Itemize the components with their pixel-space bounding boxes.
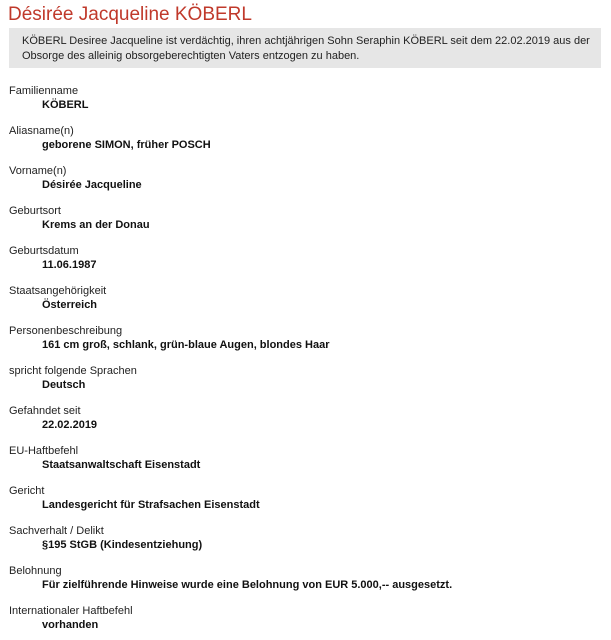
field-value-personenbeschreibung: 161 cm groß, schlank, grün-blaue Augen, blondes Haar	[42, 339, 330, 351]
field-value-familienname: KÖBERL	[42, 99, 89, 111]
field-label-vorname: Vorname(n)	[9, 165, 67, 177]
field-label-aliasname: Aliasname(n)	[9, 125, 74, 137]
field-label-internationaler-haftbefehl: Internationaler Haftbefehl	[9, 605, 133, 617]
field-value-eu-haftbefehl: Staatsanwaltschaft Eisenstadt	[42, 459, 201, 471]
page-title: Désirée Jacqueline KÖBERL	[8, 4, 252, 25]
field-value-gefahndet-seit: 22.02.2019	[42, 419, 98, 431]
field-label-geburtsort: Geburtsort	[9, 205, 61, 217]
field-label-staatsangehoerigkeit: Staatsangehörigkeit	[9, 285, 107, 297]
field-value-aliasname: geborene SIMON, früher POSCH	[42, 139, 211, 151]
case-summary: KÖBERL Desiree Jacqueline ist verdächtig, ihren achtjährigen Sohn Seraphin KÖBERL seit dem 22.02.2019 aus der Obsorge des alleinig obsorgeberechtigten Vaters entzogen zu haben.	[9, 28, 601, 68]
field-value-internationaler-haftbefehl: vorhanden	[42, 619, 99, 631]
field-value-geburtsdatum: 11.06.1987	[42, 259, 97, 271]
field-label-familienname: Familienname	[9, 85, 79, 97]
field-value-vorname: Désirée Jacqueline	[42, 179, 142, 191]
field-value-geburtsort: Krems an der Donau	[42, 219, 150, 231]
field-label-personenbeschreibung: Personenbeschreibung	[9, 325, 123, 337]
field-label-belohnung: Belohnung	[9, 565, 62, 577]
field-value-belohnung: Für zielführende Hinweise wurde eine Belohnung von EUR 5.000,-- ausgesetzt.	[42, 579, 453, 591]
field-value-sachverhalt: §195 StGB (Kindesentziehung)	[42, 539, 203, 551]
field-value-staatsangehoerigkeit: Österreich	[42, 299, 98, 311]
field-label-gefahndet-seit: Gefahndet seit	[9, 405, 81, 417]
field-label-eu-haftbefehl: EU-Haftbefehl	[9, 445, 79, 457]
field-label-gericht: Gericht	[9, 485, 45, 497]
field-label-geburtsdatum: Geburtsdatum	[9, 245, 79, 257]
field-value-gericht: Landesgericht für Strafsachen Eisenstadt	[42, 499, 260, 511]
field-label-sachverhalt: Sachverhalt / Delikt	[9, 525, 104, 537]
field-value-sprachen: Deutsch	[42, 379, 86, 391]
field-label-sprachen: spricht folgende Sprachen	[9, 365, 137, 377]
